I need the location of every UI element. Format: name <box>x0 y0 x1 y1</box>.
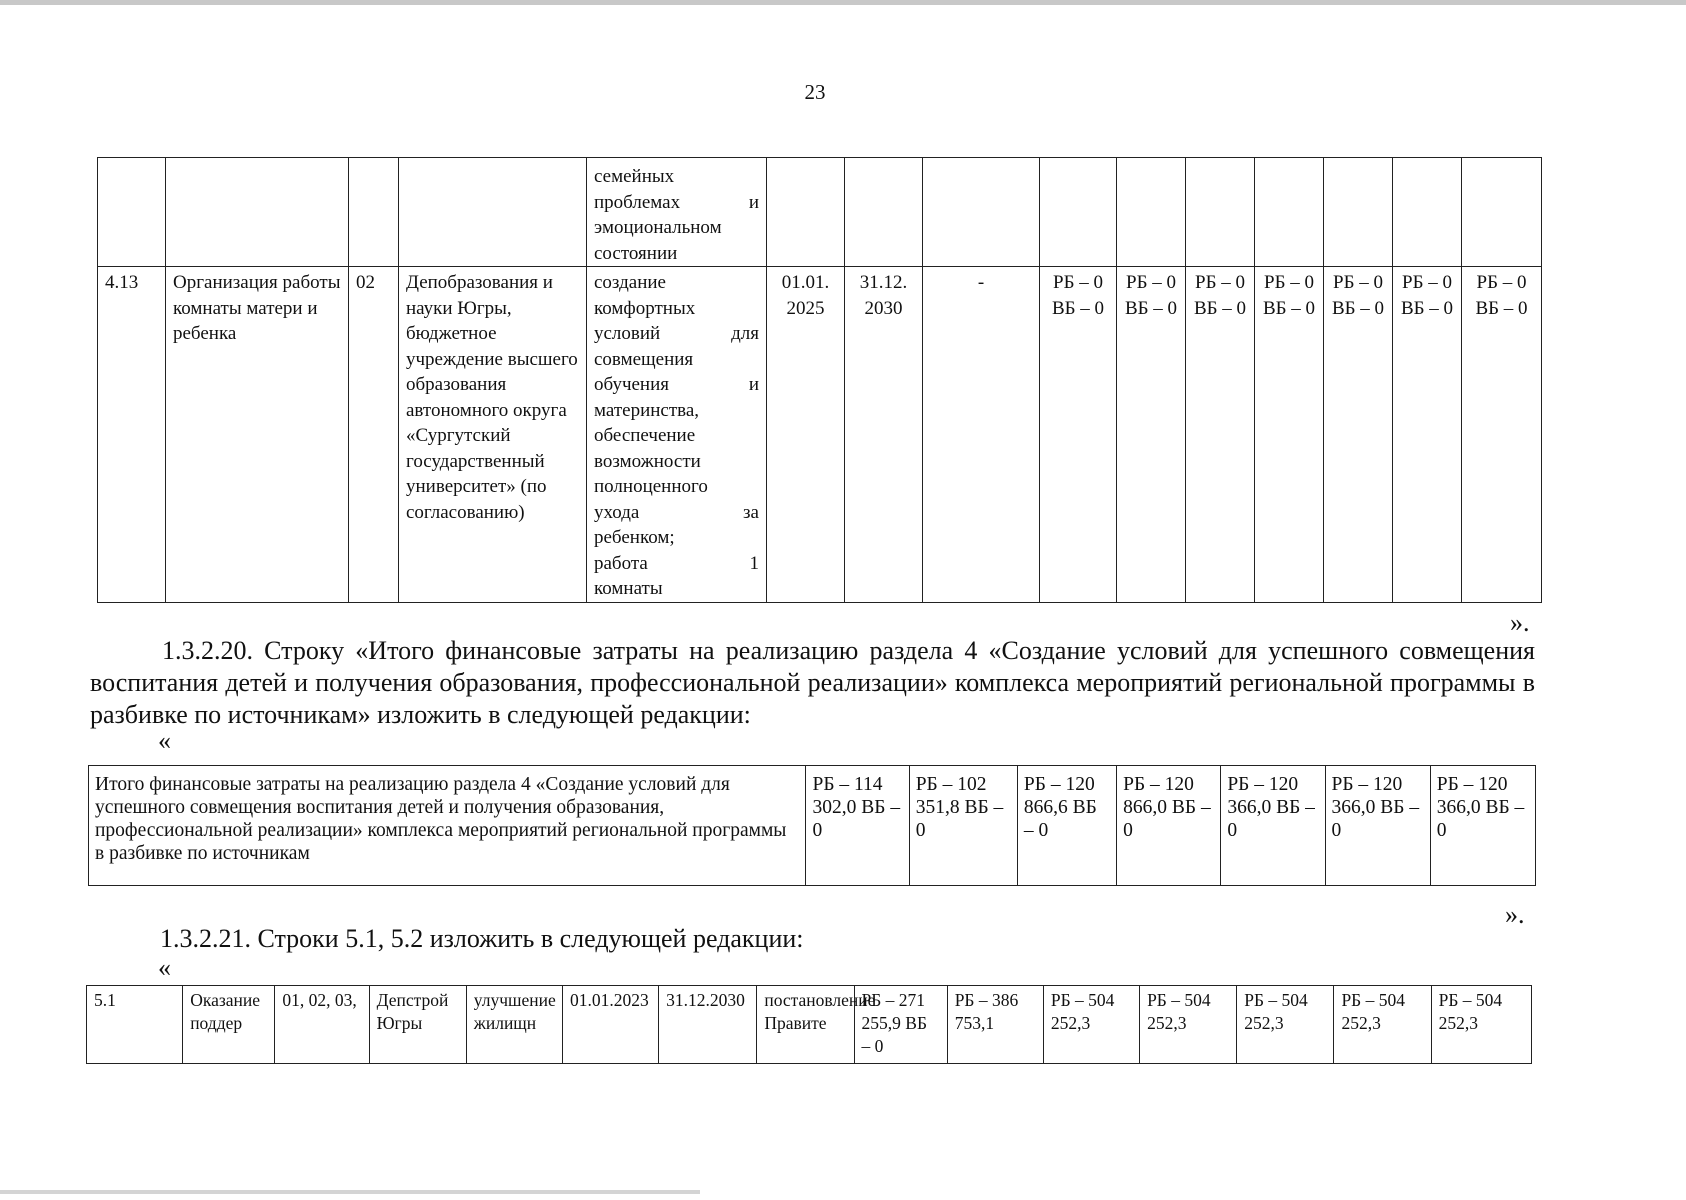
activities-table-4 <box>97 157 1542 603</box>
amendment-paragraph: 1.3.2.20. Строку «Итого финансовые затраты на реализацию раздела 4 «Создание условий для успешного совмещения воспитания детей и получения образования, профессиональной реализации» комплекса мероприятий региональной программы в разбивке по источникам» изложить в следующей редакции: <box>90 636 1535 729</box>
total-value-cell: РБ – 114 302,0 ВБ – 0 <box>806 766 909 886</box>
goal-line: создание <box>594 272 666 293</box>
table-cell <box>1324 158 1393 267</box>
goal-line: комнаты <box>594 578 663 599</box>
goal-line: комфортных <box>594 297 696 319</box>
rows-5-table <box>86 985 1532 1064</box>
funding-cell: РБ – 0 ВБ – 0 <box>1040 267 1117 603</box>
funding-cell: РБ – 0 ВБ – 0 <box>1462 267 1542 603</box>
goal-line: работа 1 <box>594 552 759 574</box>
cell-text: Оказание поддер <box>190 990 261 1033</box>
funding-cell <box>1334 986 1431 1064</box>
cell-text: Депстрой Югры <box>376 990 449 1033</box>
funding-cell: РБ – 0 ВБ – 0 <box>1117 267 1186 603</box>
document-cell <box>757 986 876 1064</box>
total-value-cell: РБ – 120 366,0 ВБ – 0 <box>1325 766 1430 886</box>
total-value-cell: РБ – 120 866,0 ВБ – 0 <box>1117 766 1221 886</box>
table-cell <box>845 158 923 267</box>
funding-cell <box>947 986 1043 1064</box>
executor-cell <box>369 986 466 1064</box>
cell-text: РБ – 504 252,3 <box>1438 990 1503 1033</box>
goal-cell <box>587 267 767 603</box>
table-row <box>87 986 1532 1064</box>
goal-line: обеспечение <box>594 425 696 446</box>
table-cell <box>1393 158 1462 267</box>
funding-cell <box>1043 986 1139 1064</box>
cell-text: 31.12.2030 <box>666 990 745 1010</box>
start-date-cell <box>562 986 658 1064</box>
table-cell <box>767 158 845 267</box>
total-label-cell: Итого финансовые затраты на реализацию раздела 4 «Создание условий для успешного совмещения воспитания детей и получения образования, профессиональной реализации» комплекса мероприятий региональной программы в разбивке по источникам <box>89 766 806 886</box>
total-costs-table <box>88 765 1536 886</box>
table-cell <box>1117 158 1186 267</box>
document-cell: - <box>923 267 1040 603</box>
activity-name-cell: Организация работы комнаты матери и ребенка <box>166 267 349 603</box>
funding-cell: РБ – 0 ВБ – 0 <box>1255 267 1324 603</box>
goal-line: проблемах и <box>594 191 759 213</box>
closing-quote: ». <box>1505 900 1525 929</box>
cell-text: РБ – 504 252,3 <box>1341 990 1405 1033</box>
table-cell <box>1255 158 1324 267</box>
end-date-cell <box>659 986 757 1064</box>
closing-quote: ». <box>1510 608 1530 637</box>
table-cell <box>1186 158 1255 267</box>
scan-edge-top <box>0 0 1686 5</box>
funding-cell <box>854 986 947 1064</box>
end-date-cell: 31.12. 2030 <box>845 267 923 603</box>
opening-quote: « <box>158 726 171 755</box>
code-cell <box>275 986 369 1064</box>
start-date-cell: 01.01. 2025 <box>767 267 845 603</box>
cell-text: улучшение жилищн <box>473 990 556 1033</box>
goal-line: условий для <box>594 323 759 344</box>
row-number-cell <box>87 986 183 1064</box>
executor-cell: Депобразования и науки Югры, бюджетное учреждение высшего образования автономного округа «Сургутский государственный университет» (по согласованию) <box>399 267 587 603</box>
funding-cell <box>1140 986 1237 1064</box>
page-number: 23 <box>804 80 826 104</box>
goal-line: полноценного <box>594 476 708 497</box>
amendment-paragraph: 1.3.2.21. Строки 5.1, 5.2 изложить в следующей редакции: <box>160 924 804 953</box>
table-cell <box>1040 158 1117 267</box>
cell-text: РБ – 504 252,3 <box>1050 990 1115 1033</box>
funding-cell: РБ – 0 ВБ – 0 <box>1393 267 1462 603</box>
cell-text: 01.01.2023 <box>569 990 649 1010</box>
table-row <box>98 158 1542 267</box>
cell-text: РБ – 386 753,1 <box>954 990 1019 1033</box>
goal-line: совмещения <box>594 348 694 370</box>
table-cell <box>349 158 399 267</box>
code-cell: 02 <box>349 267 399 603</box>
table-cell <box>923 158 1040 267</box>
goal-line: состоянии <box>594 242 678 264</box>
goal-cell <box>466 986 562 1064</box>
funding-cell: РБ – 0 ВБ – 0 <box>1324 267 1393 603</box>
activity-name-cell <box>183 986 275 1064</box>
table-cell <box>166 158 349 267</box>
total-value-cell: РБ – 102 351,8 ВБ – 0 <box>909 766 1017 886</box>
cell-text: РБ – 504 252,3 <box>1147 990 1211 1033</box>
goal-line: эмоциональном <box>594 217 722 238</box>
funding-cell <box>1431 986 1531 1064</box>
cell-text: РБ – 271 255,9 ВБ – 0 <box>861 990 927 1056</box>
row-number-cell: 4.13 <box>98 267 166 603</box>
opening-quote: « <box>158 953 171 982</box>
table-row <box>89 766 1536 886</box>
funding-cell: РБ – 0 ВБ – 0 <box>1186 267 1255 603</box>
goal-line: возможности <box>594 450 701 472</box>
funding-cell <box>1237 986 1334 1064</box>
total-value-cell: РБ – 120 866,6 ВБ – 0 <box>1017 766 1116 886</box>
cell-text: РБ – 504 252,3 <box>1244 990 1308 1033</box>
cell-text: 5.1 <box>94 990 116 1010</box>
table-cell <box>98 158 166 267</box>
scan-edge-bottom <box>0 1190 700 1194</box>
cell-text: 01, 02, 03, <box>282 990 357 1010</box>
table-cell <box>1462 158 1542 267</box>
table-row <box>98 267 1542 603</box>
goal-line: материнства, <box>594 399 700 421</box>
cell-text: постановление Правите <box>764 990 876 1033</box>
table-cell <box>399 158 587 267</box>
goal-line: семейных <box>594 166 675 187</box>
goal-line: обучения и <box>594 374 759 395</box>
total-value-cell: РБ – 120 366,0 ВБ – 0 <box>1221 766 1325 886</box>
goal-line: ребенком; <box>594 527 675 548</box>
total-value-cell: РБ – 120 366,0 ВБ – 0 <box>1430 766 1535 886</box>
goal-cell-continued <box>587 158 767 267</box>
goal-line: ухода за <box>594 501 759 523</box>
